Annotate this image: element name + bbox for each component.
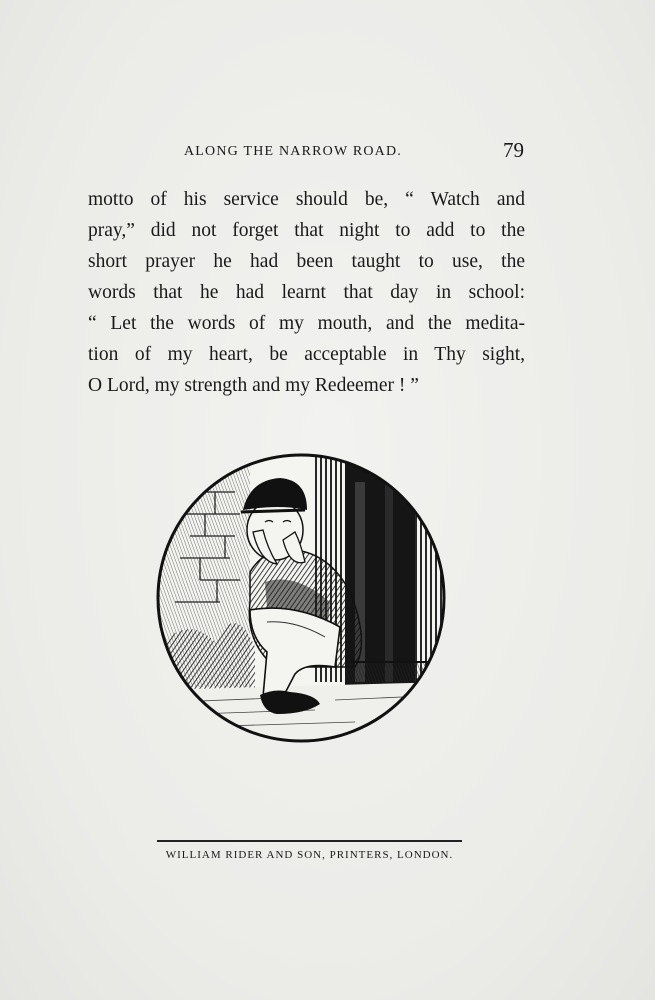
footer-rule xyxy=(157,840,462,842)
text-line: short prayer he had been taught to use, the xyxy=(88,251,525,272)
text-line: motto of his service should be, “ Watch and xyxy=(88,189,525,210)
text-line: tion of my heart, be acceptable in Thy sight, xyxy=(88,344,525,365)
running-title: ALONG THE NARROW ROAD. xyxy=(184,144,402,159)
page-number: 79 xyxy=(503,138,524,162)
text-line: “ Let the words of my mouth, and the medita- xyxy=(88,313,525,334)
running-head xyxy=(88,140,528,166)
text-line: words that he had learnt that day in school: xyxy=(88,282,525,303)
printer-imprint: WILLIAM RIDER AND SON, PRINTERS, LONDON. xyxy=(165,849,454,861)
text-line: O Lord, my strength and my Redeemer ! ” xyxy=(88,375,419,396)
body-text xyxy=(88,184,525,401)
text-line: pray,” did not forget that night to add to the xyxy=(88,220,525,241)
boy-illustration xyxy=(155,452,447,744)
